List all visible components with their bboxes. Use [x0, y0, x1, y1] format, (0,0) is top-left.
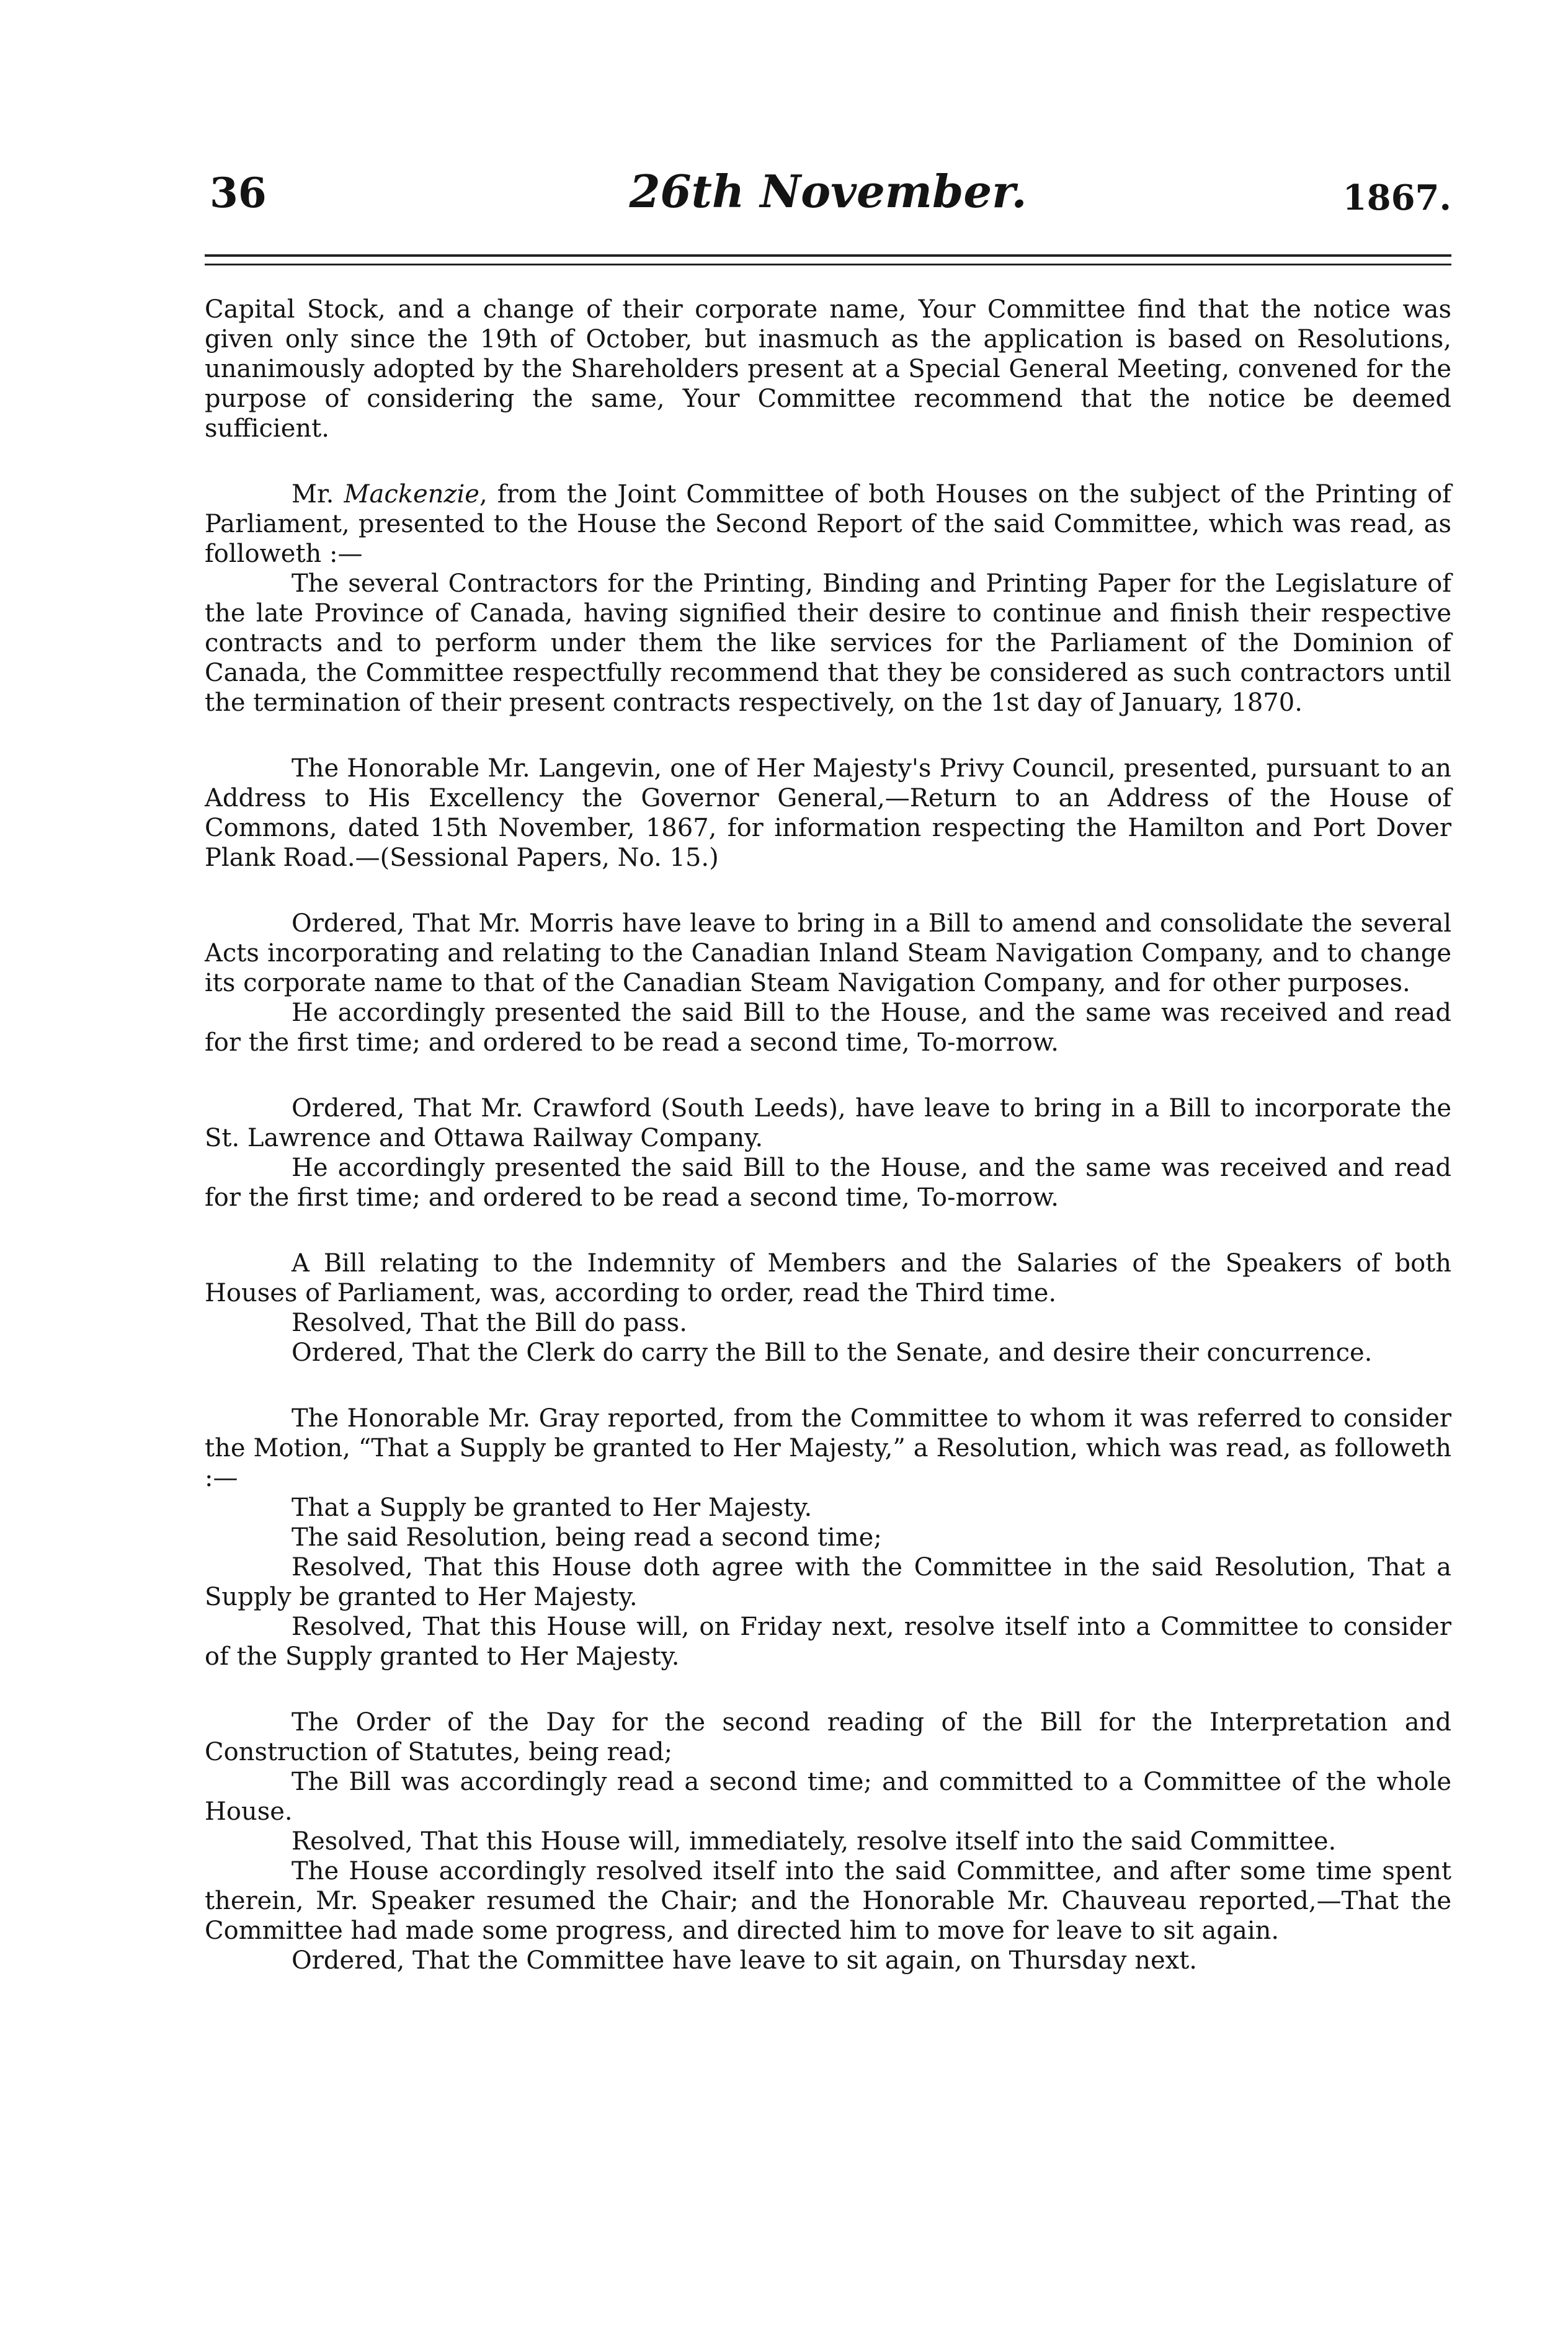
paragraph-21: Ordered, That the Committee have leave to sit again, on Thursday next. — [292, 1946, 1197, 1975]
page-number: 36 — [210, 169, 267, 217]
paragraph-15: Resolved, That this House doth agree with the Committee in the said Resolution, That a Supply be granted to Her Majesty. — [205, 1553, 1451, 1611]
paragraph-2-rest: , from the Joint Committee of both Houses on the subject of the Printing of Parliament, presented to the House the Second Report of the said Committee, which was read, as followeth :— — [205, 480, 1451, 568]
paragraph-1: Capital Stock, and a change of their corporate name, Your Committee find that the notice was given only since the 19th of October, but inasmuch as the application is based on Resolutions, unanimously adopted by the Shareholders present at a Special General Meeting, convened for the purpose of considering the same, Your Committee recommend that the notice be deemed sufficient. — [205, 295, 1451, 443]
paragraph-12: The Honorable Mr. Gray reported, from the Committee to whom it was referred to consider the Motion, “That a Supply be granted to Her Majesty,” a Resolution, which was read, as followeth :— — [205, 1404, 1451, 1492]
paragraph-2-name: Mackenzie — [344, 480, 479, 509]
paragraph-8: He accordingly presented the said Bill to the House, and the same was received and read for the first time; and ordered to be read a second time, To-morrow. — [205, 1154, 1451, 1212]
page-header — [205, 165, 1451, 262]
header-rule — [205, 254, 1451, 265]
paragraph-13: That a Supply be granted to Her Majesty. — [292, 1493, 813, 1522]
paragraph-18: The Bill was accordingly read a second time; and committed to a Committee of the whole House. — [205, 1768, 1451, 1826]
paragraph-3: The several Contractors for the Printing, Binding and Printing Paper for the Legislature of the late Province of Canada, having signified their desire to continue and finish their respective contracts and to perform under them the like services for the Parliament of the Dominion of Canada, the Committee respectfully recommend that they be considered as such contractors until the termination of their present contracts respectively, on the 1st day of January, 1870. — [205, 569, 1451, 717]
paragraph-6: He accordingly presented the said Bill to the House, and the same was received and read for the first time; and ordered to be read a second time, To-morrow. — [205, 999, 1451, 1057]
paragraph-19: Resolved, That this House will, immediately, resolve itself into the said Committee. — [292, 1827, 1337, 1856]
page-date: 26th November. — [629, 165, 1027, 218]
paragraph-10: Resolved, That the Bill do pass. — [292, 1309, 687, 1337]
paragraph-16: Resolved, That this House will, on Friday next, resolve itself into a Committee to consider of the Supply granted to Her Majesty. — [205, 1613, 1451, 1671]
paragraph-17: The Order of the Day for the second reading of the Bill for the Interpretation and Construction of Statutes, being read; — [205, 1708, 1451, 1766]
paragraph-11: Ordered, That the Clerk do carry the Bill to the Senate, and desire their concurrence. — [292, 1338, 1373, 1367]
page-body — [205, 295, 1451, 1975]
page-year: 1867. — [1342, 177, 1451, 218]
paragraph-7: Ordered, That Mr. Crawford (South Leeds), have leave to bring in a Bill to incorporate the St. Lawrence and Ottawa Railway Company. — [205, 1094, 1451, 1152]
paragraph-2 — [205, 479, 1451, 569]
paragraph-4: The Honorable Mr. Langevin, one of Her Majesty's Privy Council, presented, pursuant to an Address to His Excellency the Governor General,—Return to an Address of the House of Commons, dated 15th November, 1867, for information respecting the Hamilton and Port Dover Plank Road.—(Sessional Papers, No. 15.) — [205, 754, 1451, 872]
paragraph-9: A Bill relating to the Indemnity of Members and the Salaries of the Speakers of both Houses of Parliament, was, according to order, read the Third time. — [205, 1249, 1451, 1307]
paragraph-14: The said Resolution, being read a second time; — [292, 1523, 882, 1552]
paragraph-5: Ordered, That Mr. Morris have leave to bring in a Bill to amend and consolidate the several Acts incorporating and relating to the Canadian Inland Steam Navigation Company, and to change its corporate name to that of the Canadian Steam Navigation Company, and for other purposes. — [205, 909, 1451, 997]
paragraph-2-pre: Mr. — [292, 480, 344, 509]
paragraph-20: The House accordingly resolved itself into the said Committee, and after some time spent therein, Mr. Speaker resumed the Chair; and the Honorable Mr. Chauveau reported,—That the Committee had made some progress, and directed him to move for leave to sit again. — [205, 1857, 1451, 1945]
